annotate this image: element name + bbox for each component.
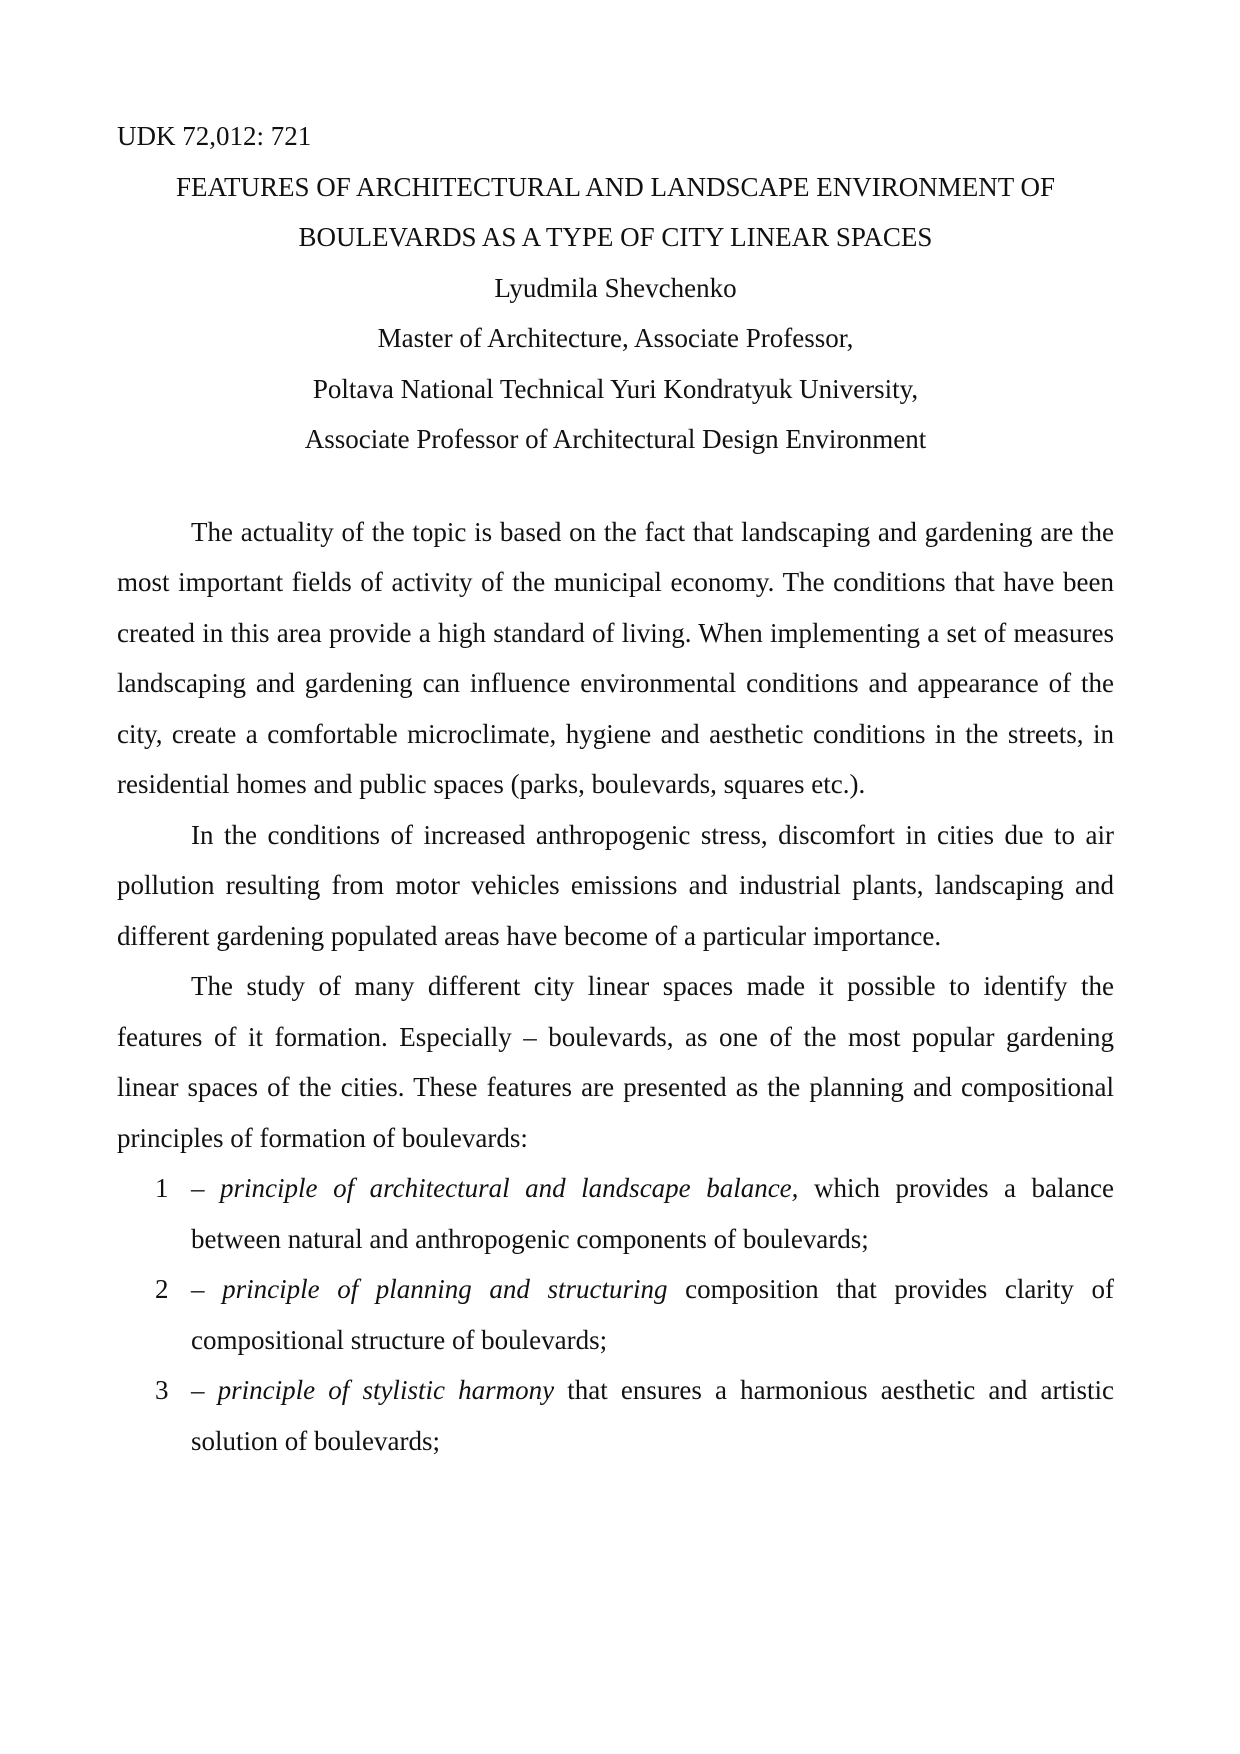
principle-dash: – — [191, 1375, 218, 1405]
principle-name: principle of planning and structuring — [222, 1274, 668, 1304]
paper-title: FEATURES OF ARCHITECTURAL AND LANDSCAPE ENVIRONMENT OF BOULEVARDS AS A TYPE OF CITY LINEAR SPACES — [175, 171, 1056, 252]
author-department: Associate Professor of Architectural Design Environment — [304, 424, 927, 454]
body-paragraph: In the conditions of increased anthropogenic stress, discomfort in cities due to air pollution resulting from motor vehicles emissions and industrial plants, landscaping and different gardening populated areas have become of a particular importance. — [117, 819, 1114, 951]
principle-description: which provides a balance between natural and anthropogenic components of boulevards; — [191, 1173, 1114, 1254]
principle-number: 3 — [155, 1375, 169, 1405]
principle-number: 1 — [155, 1173, 169, 1203]
principle-item — [117, 1163, 1114, 1264]
principle-description: that ensures a harmonious aesthetic and artistic solution of boulevards; — [191, 1375, 1114, 1456]
principle-dash: – — [191, 1173, 221, 1203]
body-paragraph: The actuality of the topic is based on the fact that landscaping and gardening are the most important fields of activity of the municipal economy. The conditions that have been created in this area provide a high standard of living. When implementing a set of measures landscaping and gardening can influence environmental conditions and appearance of the city, create a comfortable microclimate, hygiene and aesthetic conditions in the streets, in residential homes and public spaces (parks, boulevards, squares etc.). — [117, 516, 1114, 799]
principle-item — [117, 1365, 1114, 1466]
principle-name: principle of stylistic harmony — [217, 1375, 555, 1405]
body-paragraph: The study of many different city linear spaces made it possible to identify the features of it formation. Especially – boulevards, as one of the most popular gardening linear spaces of the cities. These features are presented as the planning and compositional principles of formation of boulevards: — [117, 971, 1114, 1153]
principle-description: composition that provides clarity of compositional structure of boulevards; — [191, 1274, 1114, 1355]
author-block — [117, 263, 1114, 465]
page-content — [117, 111, 1114, 1466]
author-affiliation: Poltava National Technical Yuri Kondratyuk University, — [312, 373, 919, 404]
principle-item — [117, 1264, 1114, 1365]
udk-code: UDK 72,012: 721 — [117, 121, 312, 151]
author-position: Master of Architecture, Associate Professor, — [377, 323, 854, 353]
principle-dash: – — [191, 1274, 223, 1304]
paper-body — [117, 507, 1114, 1467]
author-name: Lyudmila Shevchenko — [494, 272, 737, 303]
principles-list — [117, 1163, 1114, 1466]
principle-name: principle of architectural and landscape balance, — [220, 1173, 799, 1203]
principle-number: 2 — [155, 1274, 169, 1304]
